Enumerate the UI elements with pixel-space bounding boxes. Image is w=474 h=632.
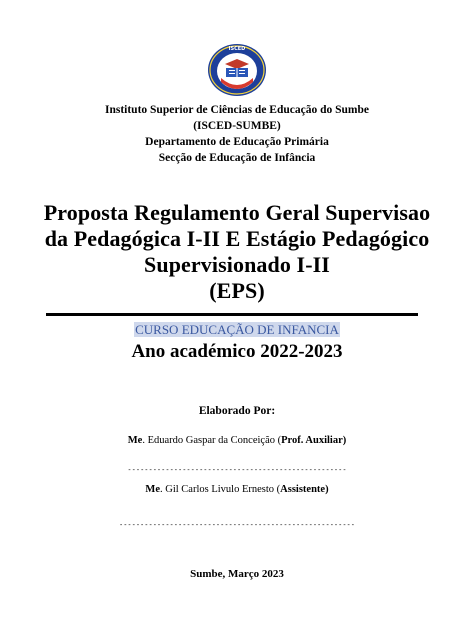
document-title-line-1: Proposta Regulamento Geral Supervisao [43, 200, 431, 225]
course-name-highlight [0, 321, 474, 339]
logo-text: ISCED [228, 46, 246, 52]
place-and-date: Sumbe, Março 2023 [190, 568, 284, 580]
institute-name: Instituto Superior de Ciências de Educação do Sumbe [104, 104, 369, 116]
signature-line-1: ---------------------------------------------------- [127, 466, 347, 474]
document-title-line-3: Supervisionado I-II [144, 252, 330, 277]
prepared-by-label: Elaborado Por: [198, 405, 276, 417]
author-2-title: Me [145, 484, 160, 495]
academic-year: Ano académico 2022-2023 [131, 341, 343, 362]
signature-line-2: -------------------------------------------------------- [118, 521, 355, 529]
title-divider [46, 313, 418, 316]
course-name: CURSO EDUCAÇÃO DE INFANCIA [135, 322, 339, 337]
author-1-role: Prof. Auxiliar [281, 435, 343, 446]
author-2 [0, 483, 474, 497]
document-title-line-2: da Pedagógica I-II E Estágio Pedagógico [44, 226, 430, 251]
author-1-role-close: ) [342, 435, 347, 446]
institution-logo-icon [207, 42, 267, 98]
author-2-name: . Gil Carlos Livulo Ernesto ( [160, 484, 281, 495]
author-2-role: Assistente [280, 484, 326, 495]
author-2-role-close: ) [325, 484, 329, 495]
author-1-title: Me [127, 435, 143, 446]
author-1-name: . Eduardo Gaspar da Conceição ( [142, 435, 282, 446]
department-name: Departamento de Educação Primária [145, 136, 329, 148]
author-1 [0, 434, 474, 448]
document-title-line-4: (EPS) [209, 278, 265, 303]
institute-acronym: (ISCED-SUMBE) [193, 120, 281, 132]
section-name: Secção de Educação de Infância [158, 152, 316, 164]
